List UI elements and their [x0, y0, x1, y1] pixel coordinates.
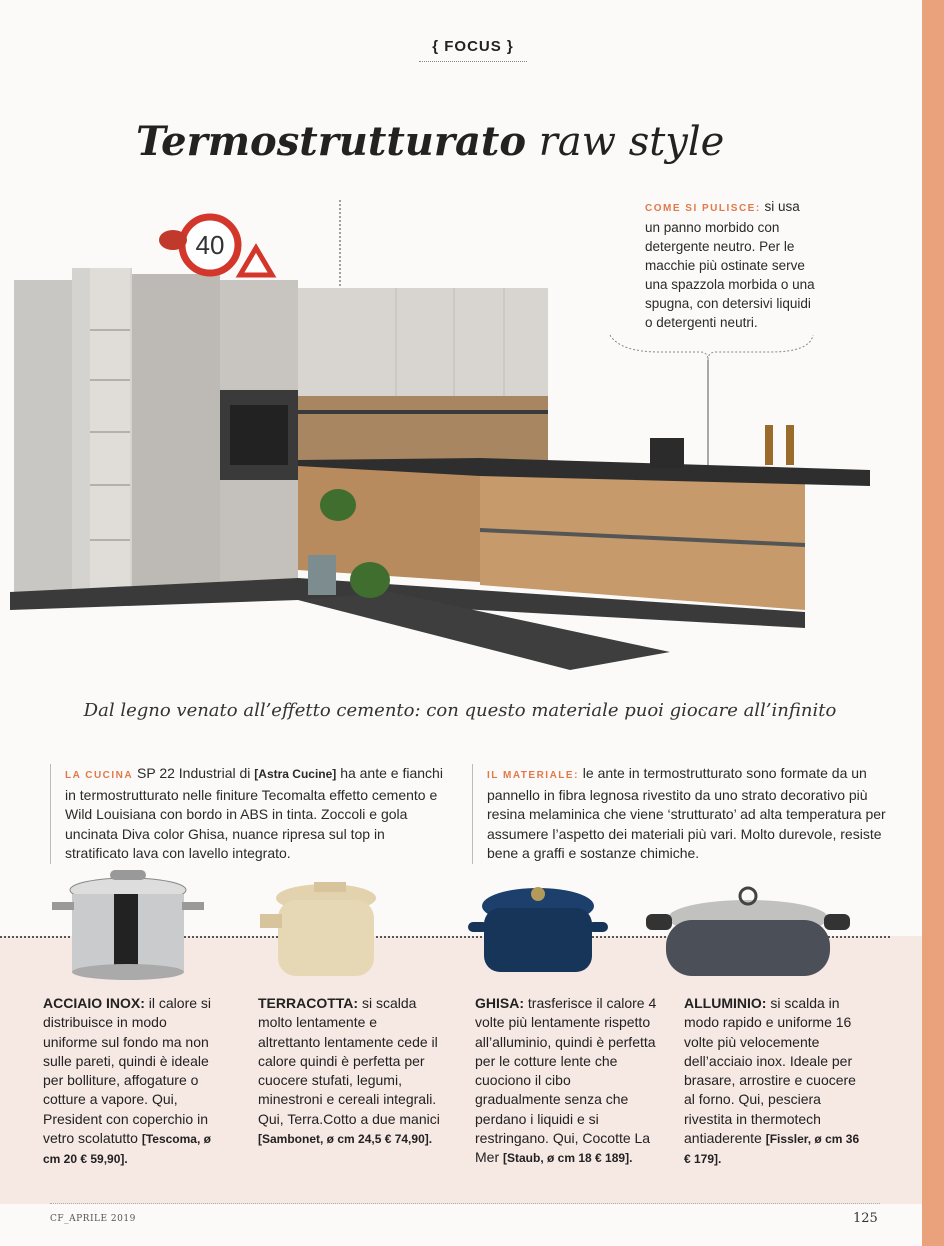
product-tag: [Tescoma, ø cm 20 € 59,90]. — [43, 1132, 211, 1167]
product-tag: [Sambonet, ø cm 24,5 € 74,90]. — [258, 1132, 433, 1147]
aluminium-pot-image — [646, 884, 850, 984]
materiale-paragraph — [472, 764, 892, 864]
product-heading: TERRACOTTA: — [258, 995, 359, 1011]
materiale-label: IL MATERIALE: — [487, 770, 579, 781]
cucina-paragraph — [50, 764, 445, 864]
page-number: 125 — [853, 1211, 878, 1226]
product-text: trasferisce il calore 4 volte più lentamente rispetto all’alluminio, quindi è perfetta per le cotture lente che cuociono il cibo gradualmente senza che perdano i liquidi e si restringano. Qui, Cocotte La Mer — [475, 995, 657, 1166]
page-edge-stripe — [922, 0, 944, 1246]
product-text: si scalda in modo rapido e uniforme 16 volte più velocemente dell’acciaio inox. Ideale per brasare, arrostire e cuocere al forno. Qui, pesciera rivestita in thermotech antiaderente — [684, 995, 856, 1147]
title-italic: raw style — [538, 119, 725, 165]
product-alluminio — [684, 994, 866, 1170]
section-label: { FOCUS } — [38, 38, 908, 62]
callout-text: si usa un panno morbido con detergente neutro. Per le macchie più ostinate serve una spazzola morbida o una spugna, con detersivi liquidi o detergenti neutri. — [645, 199, 815, 330]
product-text: si scalda molto lentamente e altrettanto lentamente cede il calore quindi è perfetta per cuocere stufati, legumi, minestroni e cereali integrali. Qui, Terra.Cotto a due manici — [258, 995, 440, 1127]
product-tag: [Fissler, ø cm 36 € 179]. — [684, 1132, 860, 1167]
terracotta-pot-image — [258, 880, 388, 980]
cucina-brand: [Astra Cucine] — [254, 767, 337, 781]
materiale-text: le ante in termostrutturato sono formate da un pannello in fibra legnosa rivestito da uno strato decorativo più resina melaminica che viene ‘strutturato’ ad alta temperatura per assumere l’aspetto dei materiali più vari. Molto durevole, resiste bene a graffi e sostanze chimiche. — [487, 765, 886, 861]
product-text: il calore si distribuisce in modo uniforme sul fondo ma non sulle pareti, quindi è ideale per bolliture, affogature o cotture a vapore. Qui, President con coperchio in vetro scolatutto — [43, 995, 212, 1147]
cucina-label: LA CUCINA — [65, 770, 134, 781]
product-heading: ACCIAIO INOX: — [43, 995, 145, 1011]
product-acciaio — [43, 994, 225, 1170]
cast-iron-pot-image — [468, 884, 608, 984]
sign-number: 40 — [195, 230, 225, 260]
footer-issue: CF_APRILE 2019 — [50, 1214, 136, 1224]
callout-label: COME SI PULISCE: — [645, 203, 761, 214]
photo-caption: Dal legno venato all’effetto cemento: con questo materiale puoi giocare all’infinito — [83, 700, 837, 721]
footer-divider — [50, 1203, 880, 1204]
product-tag: [Staub, ø cm 18 € 189]. — [503, 1151, 633, 1166]
callout-cleaning — [645, 197, 815, 332]
title-bold: Termostrutturato — [136, 118, 527, 165]
steel-pot-image — [48, 866, 208, 982]
product-heading: GHISA: — [475, 995, 524, 1011]
product-ghisa — [475, 994, 657, 1169]
cucina-text-2: ha ante e fianchi in termostrutturato nelle finiture Tecomalta effetto cemento e Wild Louisiana con bordo in ABS in tinta. Zoccoli e gola uncinata Diva color Ghisa, nuance ripresa sul top in stratificato lava con lavello integrato. — [65, 765, 443, 861]
page-title — [136, 118, 724, 165]
cucina-text-1: SP 22 Industrial di — [137, 765, 251, 781]
product-heading: ALLUMINIO: — [684, 995, 767, 1011]
section-underline — [419, 61, 527, 62]
product-terracotta — [258, 994, 440, 1149]
